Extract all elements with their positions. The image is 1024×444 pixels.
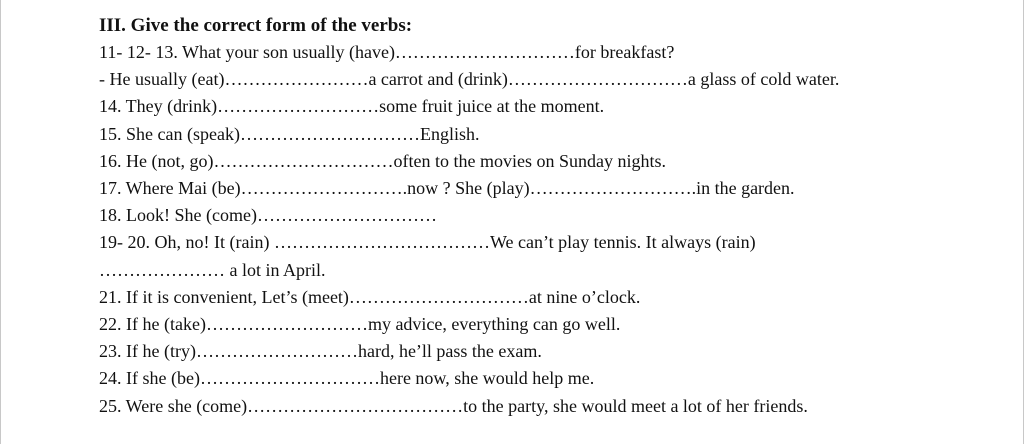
exercise-line-19-20: 19- 20. Oh, no! It (rain) ………………………………We can’t play tennis. It always (rain)	[99, 232, 756, 253]
exercise-line-17: 17. Where Mai (be)……………………….now ? She (play)……………………….in the garden.	[99, 178, 795, 199]
exercise-section	[99, 12, 999, 420]
exercise-line-23: 23. If he (try)………………………hard, he’ll pass the exam.	[99, 341, 542, 362]
exercise-line-19-20-continued: ………………… a lot in April.	[99, 259, 326, 280]
exercise-line-21: 21. If it is convenient, Let’s (meet)…………………………at nine o’clock.	[99, 286, 641, 307]
exercise-line-16: 16. He (not, go)…………………………often to the movies on Sunday nights.	[99, 150, 666, 171]
exercise-line-15: 15. She can (speak)…………………………English.	[99, 123, 480, 144]
exercise-line-18: 18. Look! She (come)…………………………	[99, 205, 437, 226]
exercise-line-11-13-continued: - He usually (eat)……………………a carrot and (drink)…………………………a glass of cold water.	[99, 69, 840, 90]
exercise-line-14: 14. They (drink)………………………some fruit juice at the moment.	[99, 96, 605, 117]
exercise-heading: III. Give the correct form of the verbs:	[99, 15, 413, 36]
exercise-line-11-13: 11- 12- 13. What your son usually (have)…………………………for breakfast?	[99, 42, 675, 62]
exercise-line-22: 22. If he (take)………………………my advice, everything can go well.	[99, 314, 621, 335]
exercise-line-24: 24. If she (be)…………………………here now, she would help me.	[99, 368, 595, 389]
exercise-line-25: 25. Were she (come)………………………………to the party, she would meet a lot of her friends.	[99, 395, 808, 416]
